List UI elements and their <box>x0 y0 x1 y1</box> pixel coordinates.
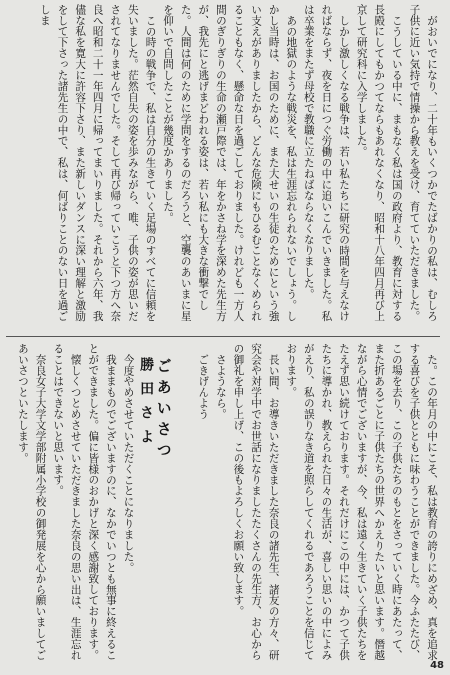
sign-off: さようなら。 <box>214 353 227 420</box>
article-bottom-columns <box>6 343 440 665</box>
article-paragraph: こうしている中に、まもなく私は国の政府より、教育に対する長殿にしてもかつてならもあれなくなり、昭和十八年四月再び上京して研究科に入学しました。 <box>355 4 403 322</box>
greeting-title: ごあいさつ <box>154 358 173 463</box>
article-paragraph: 長い間、お導きいただきました奈良の諸先生、諸友の方々、研究会や対学中でお世話になりましたたくさんの先生方、お心からの御礼を申し上げ、この後もよろしくお願い致します。 <box>232 343 280 661</box>
article-paragraph: この時の戦争で、私は自分の生きていく足場のすべてに信頼を失いました。茫然自失の姿を歩みながら、唯、子供の姿が思いだされてなりませんでした。そして再び帰っていこうと下つ方へ奈良へ昭和二十一年四月に帰ってまいりました。それから六年、我儘な私を寛大に許容下さり、また新しいダンスに深い理解と激励をして下さった諸先生の中で、私は、何ばりことのない日を過ごしま <box>38 4 157 322</box>
article-paragraph: がおいでになり、二十年もいくつかでたばかりの私は、むしろ子供に近い気持で情操から教えを受け、育てていただきました。 <box>408 4 438 322</box>
greeting-paragraph: 今度やめさせていただくことになりました。 <box>122 353 135 573</box>
greeting-paragraph: 我ままものでございますのに、なかでいつとも無事に終えることができました。偏に皆様のおかげと深く感謝致しております。 <box>87 343 117 661</box>
article-paragraph: しかし激しくなる戦争は、若い私たちに研究の時間を与えなければならず、夜を日につぐ労働の中に追いこんでいきました。私は卒業をまたず母校で教職に立たねばならなくなりました。 <box>302 4 351 322</box>
greeting-author: 勝田さよ <box>138 357 155 453</box>
page-number: 48 <box>430 660 444 671</box>
closing-remark: ごきげんよう <box>197 353 210 420</box>
article-paragraph: あの地獄のような戦災を、私は生涯忘れられないでしょう。しかし当時は、お国のために、また大せいの生徒のためにという強い支えがありましたから、どんな危険にもひるむことなくめられることもなく、懸命な日を過ごしておりました。けれども一方人間のぎりぎりの生命の瀬戸際では、年をかさね学を深めた先生方が、我先にと逃げまどわれる姿は、若い私にも大きな衝撃でした。人間は何のために学問をするのだろうと、空襲のあいまに星を仰いで自問したことが幾度かありました。 <box>162 4 298 322</box>
article-top-columns <box>6 4 440 330</box>
article-paragraph: た。この年月の中にこそ、私は教育の誇りにめざめ、真を追求する喜びを子供とともに味わうことができました。今ふたたび、この場を去り、この子供たちのもとをさっていく時にあたって、また折あるごとに子供たちの世界へかえりたいと思います。僭越ながら心情でございますが、今、私は遠く生きていく子供たちをたえず思い続けております。それだけにこの中には、かつて子供たちに導かれ、教えられた日々の生活が、喜しい思いの中によみがえり、私の誤りなき道を照らしてくれるであろうことを信じております。 <box>285 343 438 661</box>
greeting-paragraph: 奈良女子大学文学部附属小学校の御発展を心から願いましてごあいさつといたします。 <box>16 343 47 661</box>
section-divider <box>6 336 440 337</box>
greeting-paragraph: 懐しくつとめさせていただきました奈良の思い出は、生涯忘れることはできないと思います。 <box>52 343 82 661</box>
